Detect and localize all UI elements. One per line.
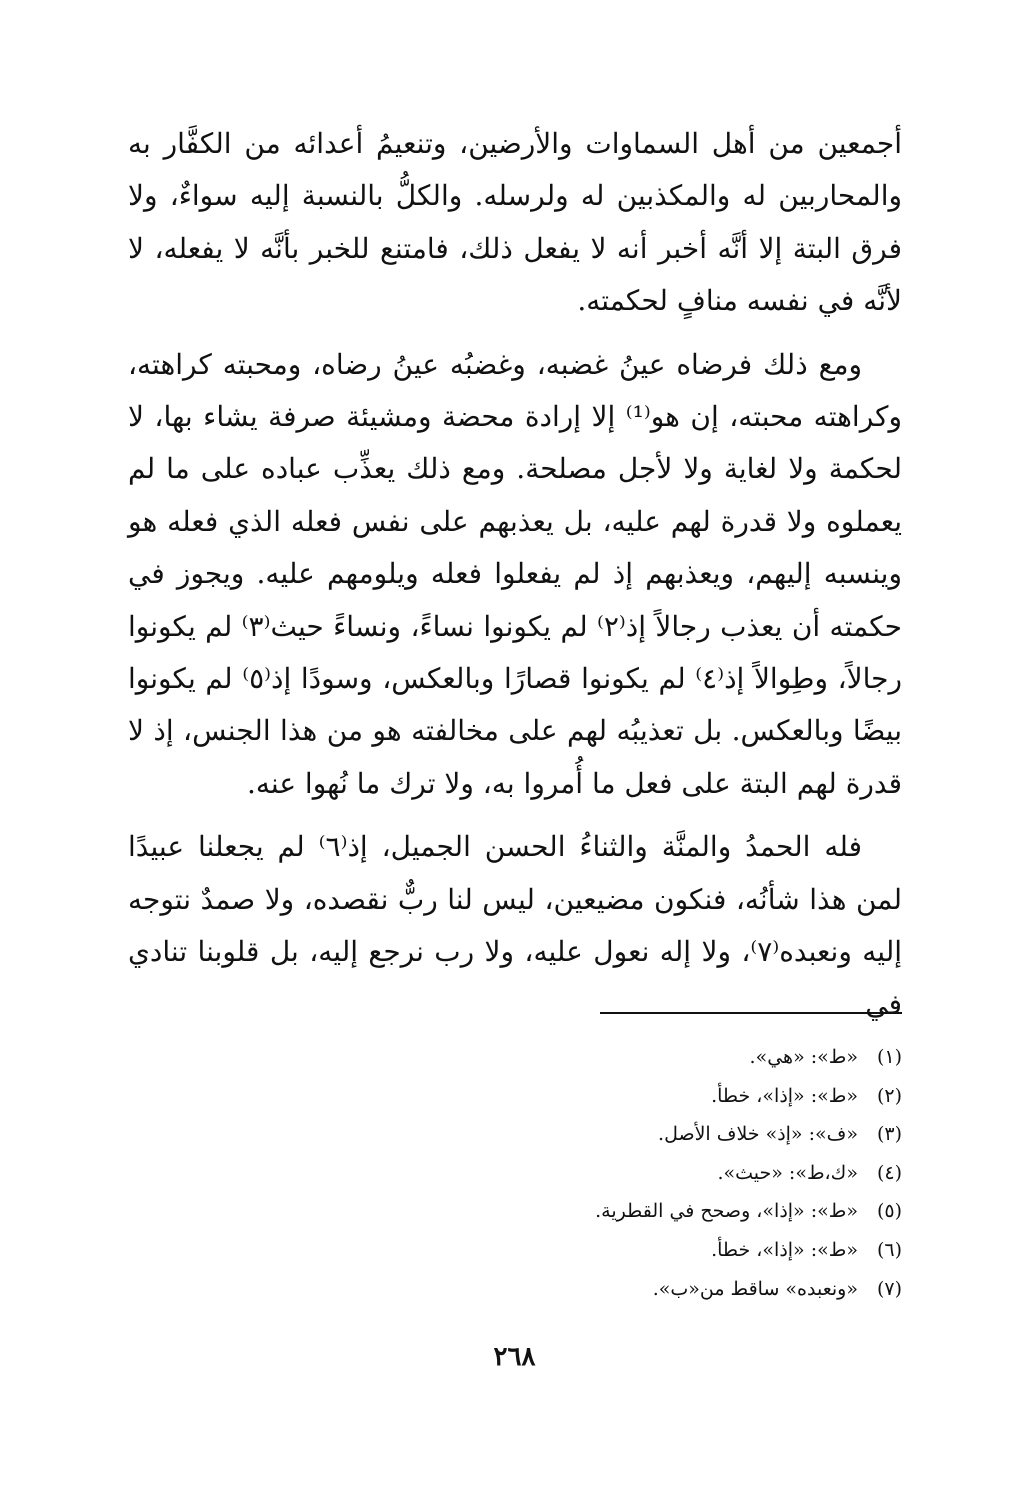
footnote-text: «ط»: «إذا»، وصحح في القطرية. [595,1200,858,1223]
footnote [402,1154,902,1193]
footnote [402,1115,902,1154]
footnote-number: (٢) [876,1084,902,1107]
footnote-text: «ف»: «إذ» خلاف الأصل. [658,1123,858,1146]
footnote-number: (٣) [876,1123,902,1146]
footnote-text: «ط»: «هي». [749,1046,858,1068]
footnote-number: (٦) [876,1238,902,1261]
footnote-text: «ونعبده» ساقط من«ب». [652,1277,858,1300]
footnote-number: (١) [876,1046,902,1068]
footnote [402,1270,902,1309]
footnote [402,1231,902,1270]
footnote [402,1038,902,1077]
footnote-text: «ك،ط»: «حيث». [717,1161,858,1184]
footnote-text: «ط»: «إذا»، خطأ. [711,1238,858,1261]
main-text [128,118,902,1031]
footnote-number: (٧) [876,1277,902,1300]
footnote-text: «ط»: «إذا»، خطأ. [711,1084,858,1107]
footnote-number: (٤) [876,1161,902,1184]
paragraph: أجمعين من أهل السماوات والأرضين، وتنعيمُ أعدائه من الكفَّار به والمحاربين له والمكذبين له ولرسله. والكلُّ بالنسبة إليه سواءٌ، ولا فرق البتة إلا أنَّه أخبر أنه لا يفعل ذلك، فامتنع للخبر بأنَّه لا يفعله، لا لأنَّه في نفسه منافٍ لحكمته. [128,127,902,318]
footnote [402,1192,902,1231]
footnote [402,1077,902,1116]
footnotes [402,1038,902,1308]
footnote-separator [600,1012,902,1014]
paragraph: ومع ذلك فرضاه عينُ غضبه، وغضبُه عينُ رضاه، ومحبته كراهته، وكراهته محبته، إن هو⁽¹⁾ إلا إرادة محضة ومشيئة صرفة يشاء بها، لا لحكمة ولا لغاية ولا لأجل مصلحة. ومع ذلك يعذِّب عباده على ما لم يعملوه ولا قدرة لهم عليه، بل يعذبهم على نفس فعله الذي فعله هو وينسبه إليهم، ويعذبهم إذ لم يفعلوا فعله ويلومهم عليه. ويجوز في حكمته أن يعذب رجالاً إذ⁽٢⁾ لم يكونوا نساءً، ونساءً حيث⁽٣⁾ لم يكونوا رجالاً، وطِوالاً إذ⁽٤⁾ لم يكونوا قصارًا وبالعكس، وسودًا إذ⁽٥⁾ لم يكونوا بيضًا وبالعكس. بل تعذيبُه لهم على مخالفته هو من هذا الجنس، إذ لا قدرة لهم البتة على فعل ما أُمروا به، ولا ترك ما نُهوا عنه. [128,347,902,800]
page-number: ٢٦٨ [493,1342,536,1372]
footnote-number: (٥) [876,1200,902,1223]
paragraph: فله الحمدُ والمنَّة والثناءُ الحسن الجميل، إذ⁽٦⁾ لم يجعلنا عبيدًا لمن هذا شأنُه، فنكون مضيعين، ليس لنا ربٌّ نقصده، ولا صمدٌ نتوجه إليه ونعبده⁽٧⁾، ولا إله نعول عليه، ولا رب نرجع إليه، بل قلوبنا تنادي في [128,830,903,1021]
